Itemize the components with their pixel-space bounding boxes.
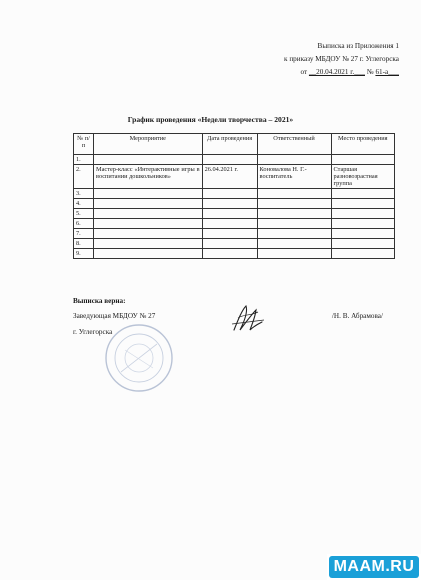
table-row <box>74 199 395 209</box>
cell-responsible: Коновалова Н. Г.- воспитатель <box>257 165 331 189</box>
header-line-3 <box>284 66 399 79</box>
cell-number: 2. <box>74 165 94 189</box>
cell-event <box>94 189 203 199</box>
cell-number: 6. <box>74 219 94 229</box>
header-date: __20.04.2021 г.___ <box>308 68 365 76</box>
table-header-row <box>74 134 395 155</box>
cell-event <box>94 219 203 229</box>
table-row <box>74 239 395 249</box>
cell-place <box>331 199 394 209</box>
header-line-1: Выписка из Приложения 1 <box>317 42 399 50</box>
cell-number: 4. <box>74 199 94 209</box>
cell-event <box>94 199 203 209</box>
cell-number: 5. <box>74 209 94 219</box>
cell-event <box>94 229 203 239</box>
cell-date <box>202 209 257 219</box>
cell-number: 1. <box>74 155 94 165</box>
header-line-2: к приказу МБДОУ № 27 г. Углегорска <box>284 55 399 63</box>
cell-event <box>94 209 203 219</box>
table-row <box>74 155 395 165</box>
cell-date <box>202 249 257 259</box>
cell-place: Старшая разновозрастная группа <box>331 165 394 189</box>
round-seal-stamp-icon <box>103 322 175 394</box>
cell-date <box>202 219 257 229</box>
header-date-prefix: от <box>300 68 309 76</box>
table-row <box>74 189 395 199</box>
header-number-label: № <box>364 68 376 76</box>
col-header-responsible: Ответственный <box>257 134 331 155</box>
site-watermark <box>327 554 421 580</box>
cell-place <box>331 219 394 229</box>
col-header-event: Мероприятие <box>94 134 203 155</box>
cell-responsible <box>257 209 331 219</box>
table-row <box>74 219 395 229</box>
table-row <box>74 229 395 239</box>
col-header-number: № п/п <box>74 134 94 155</box>
handwritten-signature-icon <box>228 300 268 336</box>
cell-event: Мастер-класс «Интерактивные игры в воспитании дошкольников» <box>94 165 203 189</box>
city-label: г. Углегорска <box>73 328 113 336</box>
cell-place <box>331 249 394 259</box>
cell-responsible <box>257 189 331 199</box>
table-row <box>74 165 395 189</box>
extract-header <box>284 40 399 79</box>
cell-number: 9. <box>74 249 94 259</box>
cell-place <box>331 239 394 249</box>
cell-date <box>202 239 257 249</box>
watermark-logo: MAAM.RU <box>329 556 420 578</box>
cell-responsible <box>257 249 331 259</box>
signer-position: Заведующая МБДОУ № 27 <box>73 312 156 320</box>
signer-name: /Н. В. Абрамова/ <box>331 312 383 320</box>
cell-place <box>331 209 394 219</box>
cell-responsible <box>257 229 331 239</box>
table-row <box>74 249 395 259</box>
col-header-place: Место проведения <box>331 134 394 155</box>
document-title: График проведения «Недели творчества – 2021» <box>127 115 294 124</box>
header-number: 61-а___ <box>375 68 399 76</box>
cell-date <box>202 189 257 199</box>
cell-place <box>331 229 394 239</box>
table-row <box>74 209 395 219</box>
cell-date <box>202 155 257 165</box>
cell-number: 3. <box>74 189 94 199</box>
cell-place <box>331 155 394 165</box>
cell-responsible <box>257 219 331 229</box>
schedule-table <box>73 133 395 259</box>
cell-responsible <box>257 199 331 209</box>
cell-responsible <box>257 239 331 249</box>
cell-date: 26.04.2021 г. <box>202 165 257 189</box>
cell-responsible <box>257 155 331 165</box>
cell-place <box>331 189 394 199</box>
cell-date <box>202 199 257 209</box>
cell-number: 8. <box>74 239 94 249</box>
verified-label: Выписка верна: <box>73 297 126 305</box>
col-header-date: Дата проведения <box>202 134 257 155</box>
cell-event <box>94 155 203 165</box>
cell-event <box>94 249 203 259</box>
cell-date <box>202 229 257 239</box>
cell-number: 7. <box>74 229 94 239</box>
cell-event <box>94 239 203 249</box>
